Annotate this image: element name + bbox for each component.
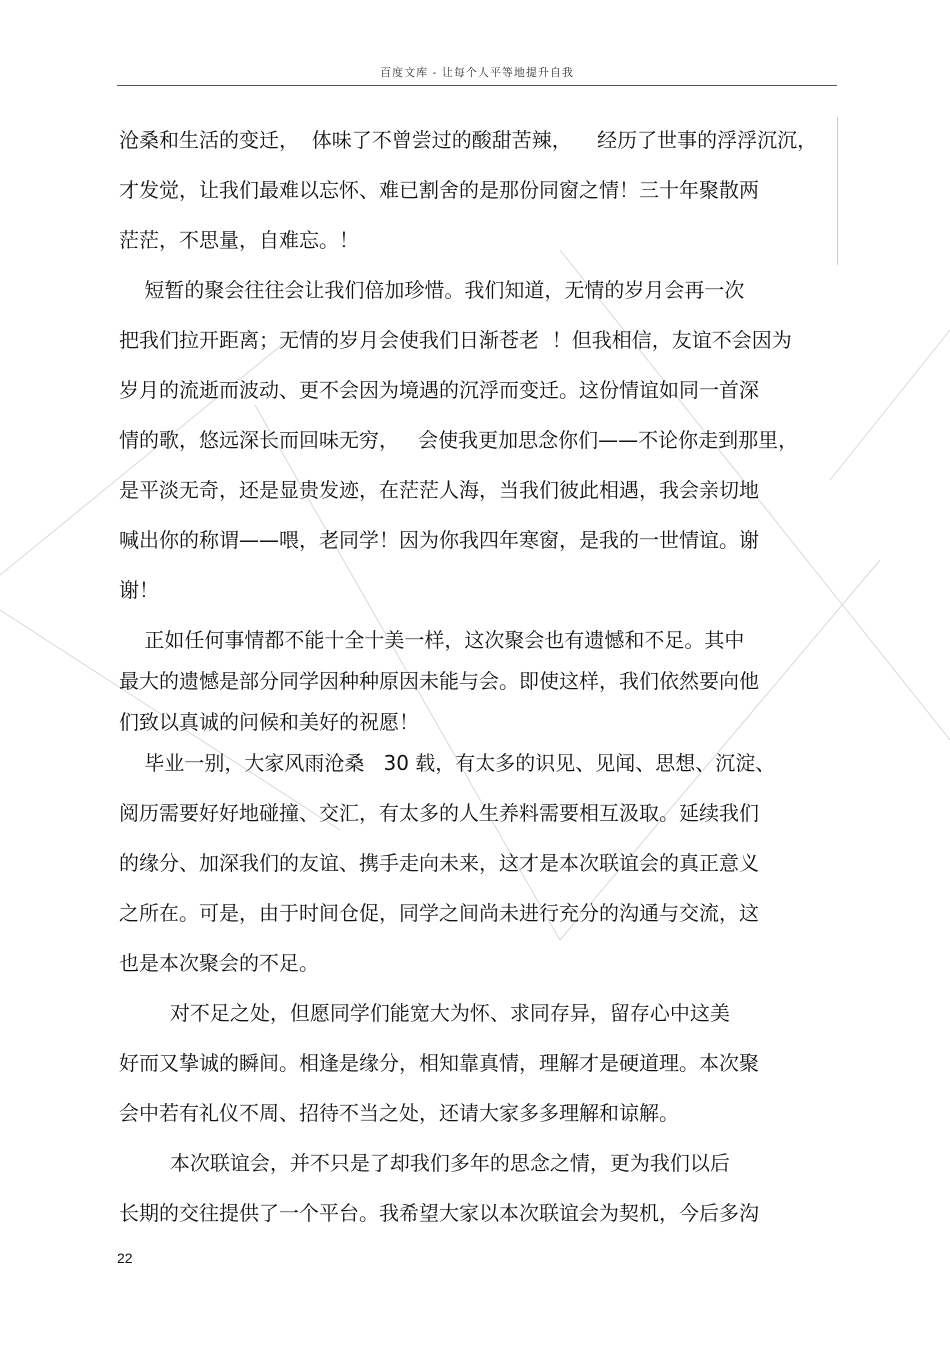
text-line: 情的歌，悠远深长而回味无穷， 会使我更加思念你们——不论你走到那里， [119, 428, 799, 452]
text-line: 正如任何事情都不能十全十美一样，这次聚会也有遗憾和不足。其中 [119, 628, 745, 652]
text-line: 短暂的聚会往往会让我们倍加珍惜。我们知道，无情的岁月会再一次 [119, 278, 745, 302]
text-line: 会中若有礼仪不周、招待不当之处，还请大家多多理解和谅解。 [119, 1101, 679, 1125]
text-line: 毕业一别，大家风雨沧桑 30 载，有太多的识见、见闻、思想、沉淀、 [119, 751, 776, 775]
text-line: 之所在。可是，由于时间仓促，同学之间尚未进行充分的沟通与交流，这 [119, 901, 759, 925]
text-line: 们致以真诚的问候和美好的祝愿！ [119, 710, 419, 734]
text-line: 好而又挚诚的瞬间。相逢是缘分，相知靠真情，理解才是硬道理。本次聚 [119, 1051, 759, 1075]
text-line: 谢！ [119, 578, 159, 602]
text-line: 岁月的流逝而波动、更不会因为境遇的沉浮而变迁。这份情谊如同一首深 [119, 378, 759, 402]
text-line: 长期的交往提供了一个平台。我希望大家以本次联谊会为契机，今后多沟 [119, 1201, 759, 1225]
text-line: 阅历需要好好地碰撞、交汇，有太多的人生养料需要相互汲取。延续我们 [119, 801, 759, 825]
text-line: 的缘分、加深我们的友谊、携手走向未来，这才是本次联谊会的真正意义 [119, 851, 759, 875]
text-line: 茫茫，不思量，自难忘。！ [119, 228, 359, 252]
text-line: 是平淡无奇，还是显贵发迹，在茫茫人海，当我们彼此相遇，我会亲切地 [119, 478, 759, 502]
text-line: 才发觉，让我们最难以忘怀、难已割舍的是那份同窗之情！三十年聚散两 [119, 178, 759, 202]
text-line: 喊出你的称谓——喂，老同学！因为你我四年寒窗，是我的一世情谊。谢 [119, 528, 759, 552]
text-line: 最大的遗憾是部分同学因种种原因未能与会。即使这样，我们依然要向他 [119, 669, 759, 693]
page-header: 百度文库 - 让每个人平等地提升自我 [117, 60, 837, 86]
page-number: 22 [117, 1250, 133, 1266]
text-line: 把我们拉开距离；无情的岁月会使我们日渐苍老 ！但我相信，友谊不会因为 [119, 328, 792, 352]
text-line: 也是本次聚会的不足。 [119, 951, 319, 975]
text-line: 对不足之处，但愿同学们能宽大为怀、求同存异，留存心中这美 [119, 1001, 730, 1025]
text-line: 本次联谊会，并不只是了却我们多年的思念之情，更为我们以后 [119, 1151, 730, 1175]
text-line: 沧桑和生活的变迁， 体味了不曾尝过的酸甜苦辣， 经历了世事的浮浮沉沉， [119, 128, 818, 152]
